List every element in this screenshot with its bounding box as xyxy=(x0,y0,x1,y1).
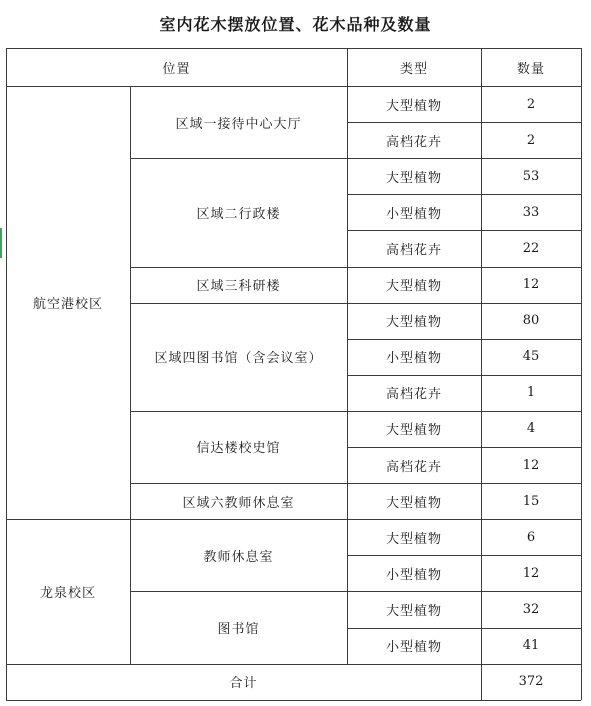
row-selection-marker xyxy=(0,228,2,258)
campus-name-cell: 龙泉校区 xyxy=(39,585,96,601)
table-bottom-border xyxy=(6,700,581,701)
area-name-cell: 教师休息室 xyxy=(203,549,274,565)
count-column-border xyxy=(481,48,482,700)
plant-count-cell: 45 xyxy=(522,349,540,365)
campus-name-cell: 航空港校区 xyxy=(32,297,103,313)
plant-count-cell: 2 xyxy=(526,132,536,148)
plant-count-cell: 32 xyxy=(522,601,540,617)
table-left-border xyxy=(6,48,7,700)
plant-count-cell: 80 xyxy=(522,313,540,329)
plant-count-cell: 4 xyxy=(526,421,536,437)
area-name-cell: 区域一接待中心大厅 xyxy=(175,116,302,132)
area-name-cell: 区域三科研楼 xyxy=(196,279,281,295)
plant-type-cell: 大型植物 xyxy=(385,170,442,186)
plant-type-cell: 大型植物 xyxy=(385,603,442,619)
plant-type-cell: 小型植物 xyxy=(385,567,442,583)
area-name-cell: 区域二行政楼 xyxy=(196,206,281,222)
header-type: 类型 xyxy=(399,61,428,77)
plant-type-cell: 大型植物 xyxy=(385,279,442,295)
plant-type-cell: 小型植物 xyxy=(385,351,442,367)
plant-count-cell: 15 xyxy=(522,493,540,509)
plant-count-cell: 41 xyxy=(522,638,540,654)
plant-type-cell: 高档花卉 xyxy=(385,459,442,475)
area-name-cell: 区域四图书馆（含会议室） xyxy=(154,351,323,367)
plant-type-cell: 高档花卉 xyxy=(385,387,442,403)
plant-type-cell: 大型植物 xyxy=(385,423,442,439)
plant-type-cell: 高档花卉 xyxy=(385,242,442,258)
plant-type-cell: 大型植物 xyxy=(385,98,442,114)
plant-count-cell: 22 xyxy=(522,240,540,256)
plant-count-cell: 53 xyxy=(522,168,540,184)
total-label-cell: 合计 xyxy=(229,676,258,692)
plant-count-cell: 12 xyxy=(522,565,540,581)
plant-type-cell: 小型植物 xyxy=(385,640,442,656)
plant-count-cell: 2 xyxy=(526,96,536,112)
type-column-border xyxy=(347,48,348,664)
plant-count-cell: 12 xyxy=(522,457,540,473)
area-name-cell: 图书馆 xyxy=(217,621,260,637)
plant-count-cell: 33 xyxy=(522,204,540,220)
plant-type-cell: 大型植物 xyxy=(385,315,442,331)
total-count-cell: 372 xyxy=(518,674,544,690)
area-name-cell: 区域六教师休息室 xyxy=(182,495,295,511)
table-right-border xyxy=(581,48,582,700)
area-column-border xyxy=(130,86,131,664)
header-position: 位置 xyxy=(162,61,191,77)
plant-count-cell: 1 xyxy=(526,385,536,401)
plant-count-cell: 12 xyxy=(522,277,540,293)
plant-type-cell: 小型植物 xyxy=(385,206,442,222)
header-count: 数量 xyxy=(516,61,545,77)
plant-type-cell: 大型植物 xyxy=(385,495,442,511)
plant-type-cell: 高档花卉 xyxy=(385,134,442,150)
plant-count-cell: 6 xyxy=(526,529,536,545)
table-title: 室内花木摆放位置、花木品种及数量 xyxy=(159,14,432,34)
area-name-cell: 信达楼校史馆 xyxy=(196,441,281,457)
plant-type-cell: 大型植物 xyxy=(385,531,442,547)
